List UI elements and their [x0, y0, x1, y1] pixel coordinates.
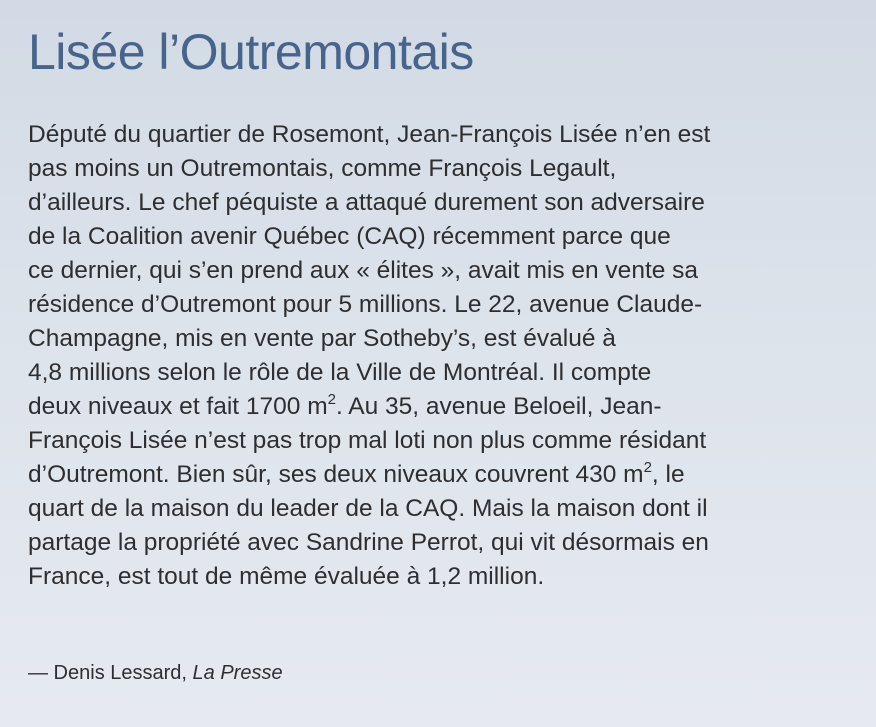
body-line: François Lisée n’est pas trop mal loti non plus comme résidant: [28, 427, 707, 454]
body-line: ce dernier, qui s’en prend aux « élites », avait mis en vente sa: [28, 257, 699, 284]
article-title: Lisée l’Outremontais: [28, 24, 474, 80]
body-text: deux niveaux et fait 1700 m: [28, 393, 328, 420]
body-line: 4,8 millions selon le rôle de la Ville de Montréal. Il compte: [28, 359, 652, 386]
body-line: France, est tout de même évaluée à 1,2 million.: [28, 563, 545, 590]
body-text: d’Outremont. Bien sûr, ses deux niveaux couvrent 430 m: [28, 461, 644, 488]
body-line: [28, 458, 848, 492]
body-line: résidence d’Outremont pour 5 millions. Le 22, avenue Claude-: [28, 291, 703, 318]
body-line: Député du quartier de Rosemont, Jean-François Lisée n’en est: [28, 121, 711, 148]
article-credit: [28, 662, 283, 685]
body-text: . Au 35, avenue Beloeil, Jean-: [335, 393, 662, 420]
superscript: 2: [327, 391, 336, 408]
credit-source: La Presse: [192, 662, 283, 684]
body-line: pas moins un Outremontais, comme François Legault,: [28, 155, 617, 182]
credit-author: — Denis Lessard,: [28, 662, 193, 684]
body-line: Champagne, mis en vente par Sotheby’s, est évalué à: [28, 325, 616, 352]
body-line: de la Coalition avenir Québec (CAQ) récemment parce que: [28, 223, 671, 250]
body-text: , le: [651, 461, 685, 488]
body-line: partage la propriété avec Sandrine Perrot, qui vit désormais en: [28, 529, 709, 556]
superscript: 2: [643, 459, 652, 476]
body-line: d’ailleurs. Le chef péquiste a attaqué durement son adversaire: [28, 189, 705, 216]
body-line: [28, 390, 848, 424]
body-line: quart de la maison du leader de la CAQ. Mais la maison dont il: [28, 495, 708, 522]
article-body: [28, 118, 848, 594]
